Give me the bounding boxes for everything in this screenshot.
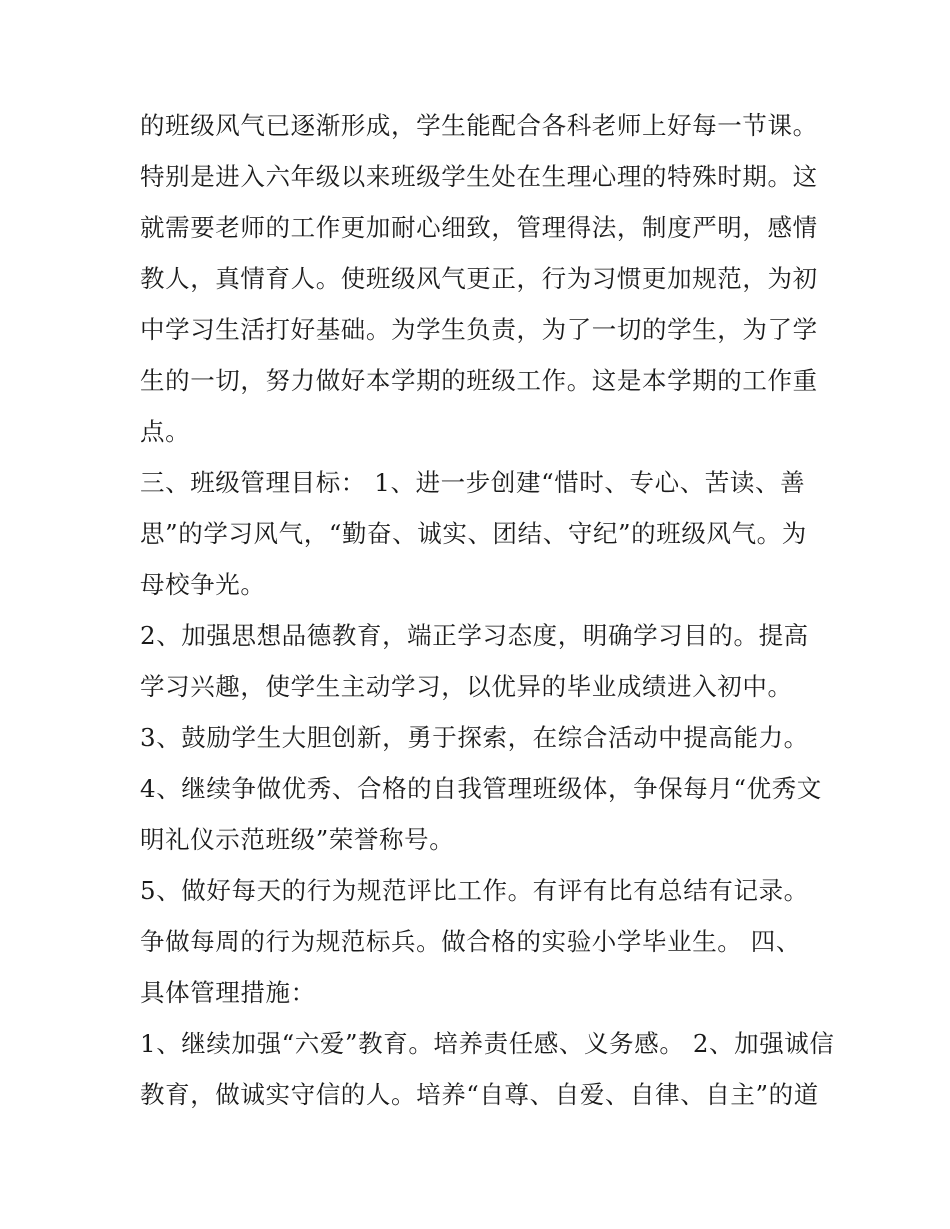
text-line: 点。	[140, 417, 191, 446]
list-item-line: 5、做好每天的行为规范评比工作。有评有比有总结有记录。	[140, 876, 809, 905]
document-body	[140, 100, 835, 1120]
section-heading-line: 三、班级管理目标： 1、进一步创建“惜时、专心、苦读、善	[140, 468, 806, 497]
text-line: 就需要老师的工作更加耐心细致，管理得法，制度严明，感情	[140, 213, 818, 242]
text-line: 教人，真情育人。使班级风气更正，行为习惯更加规范，为初	[140, 264, 818, 293]
text-line: 特别是进入六年级以来班级学生处在生理心理的特殊时期。这	[140, 162, 818, 191]
text-line: 生的一切，努力做好本学期的班级工作。这是本学期的工作重	[140, 366, 818, 395]
text-line: 中学习生活打好基础。为学生负责，为了一切的学生，为了学	[140, 315, 818, 344]
text-line: 的班级风气已逐渐形成，学生能配合各科老师上好每一节课。	[140, 111, 818, 140]
section-heading-line: 具体管理措施：	[140, 978, 316, 1007]
text-line: 教育，做诚实守信的人。培养“自尊、自爱、自律、自主”的道	[140, 1080, 819, 1109]
text-line: 明礼仪示范班级”荣誉称号。	[140, 825, 455, 854]
list-item-line: 2、加强思想品德教育，端正学习态度，明确学习目的。提高	[140, 621, 809, 650]
text-line: 思”的学习风气，“勤奋、诚实、团结、守纪”的班级风气。为	[140, 519, 807, 548]
list-item-line: 4、继续争做优秀、合格的自我管理班级体，争保每月“优秀文	[140, 774, 822, 803]
list-item-line: 1、继续加强“六爱”教育。培养责任感、义务感。 2、加强诚信	[140, 1029, 835, 1058]
text-line: 母校争光。	[140, 570, 266, 599]
text-line: 争做每周的行为规范标兵。做合格的实验小学毕业生。 四、	[140, 927, 801, 956]
text-line: 学习兴趣，使学生主动学习，以优异的毕业成绩进入初中。	[140, 672, 793, 701]
list-item-line: 3、鼓励学生大胆创新，勇于探索，在综合活动中提高能力。	[140, 723, 809, 752]
